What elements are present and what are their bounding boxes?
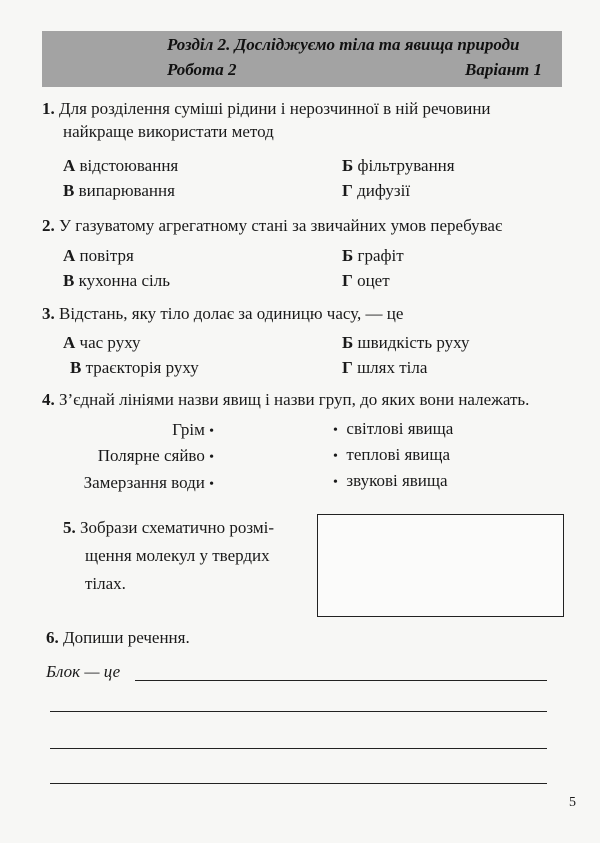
drawing-area[interactable]: [317, 514, 564, 617]
bullet-icon: •: [209, 477, 214, 492]
phenomenon-item[interactable]: Полярне сяйво •: [97, 446, 214, 465]
answer-line[interactable]: [50, 711, 547, 712]
option-v[interactable]: В траєкторія руху: [70, 358, 199, 377]
question-text: Відстань, яку тіло долає за одиницю часу, — це: [59, 304, 404, 323]
phenomenon-item[interactable]: Замерзання води •: [83, 473, 214, 492]
group-item[interactable]: • світлові явища: [333, 419, 454, 438]
question-1: [42, 98, 491, 120]
question-number: 1.: [42, 99, 55, 118]
group-item[interactable]: • теплові явища: [333, 445, 451, 464]
option-g[interactable]: Г дифузії: [342, 181, 411, 200]
answer-line[interactable]: [50, 783, 547, 784]
option-a[interactable]: А відстоювання: [63, 156, 179, 175]
question-3: 3. Відстань, яку тіло долає за одиницю часу, — це: [42, 304, 404, 323]
option-v[interactable]: В кухонна сіль: [63, 271, 170, 290]
section-header: [42, 31, 562, 87]
question-1-line2: найкраще використати метод: [63, 122, 274, 141]
answer-line[interactable]: [135, 680, 547, 681]
work-title: Робота 2: [167, 60, 237, 79]
phenomenon-item[interactable]: Грім •: [172, 420, 214, 439]
option-v[interactable]: В випарювання: [63, 181, 175, 200]
option-b[interactable]: Б фільтрування: [342, 156, 455, 175]
bullet-icon: •: [209, 424, 214, 439]
answer-line[interactable]: [50, 748, 547, 749]
bullet-icon: •: [333, 449, 338, 464]
variant-title: Варіант 1: [465, 60, 542, 79]
question-4: 4. З’єднай лініями назви явищ і назви груп, до яких вони належать.: [42, 390, 530, 409]
bullet-icon: •: [333, 475, 338, 490]
bullet-icon: •: [209, 450, 214, 465]
question-text: З’єднай лініями назви явищ і назви груп, до яких вони належать.: [59, 390, 530, 409]
option-g[interactable]: Г шлях тіла: [342, 358, 428, 377]
page-number: 5: [569, 795, 576, 810]
question-text: Допиши речення.: [63, 628, 190, 647]
question-text: Зобрази схематично розмі-: [80, 518, 275, 537]
group-item[interactable]: • звукові явища: [333, 471, 448, 490]
question-6: 6. Допиши речення.: [46, 628, 190, 647]
option-b[interactable]: Б швидкість руху: [342, 333, 470, 352]
question-5: 5. Зобрази схематично розмі- щення молекул у твердих тілах.: [63, 518, 275, 593]
option-a[interactable]: А час руху: [63, 333, 141, 352]
sentence-prompt: Блок — це: [46, 662, 121, 681]
question-text: Для розділення суміші рідини і нерозчинної в ній речовини: [59, 99, 491, 118]
option-a[interactable]: А повітря: [63, 246, 134, 265]
question-2: 2. У газуватому агрегатному стані за звичайних умов перебуває: [42, 216, 503, 235]
option-g[interactable]: Г оцет: [342, 271, 390, 290]
section-title: Розділ 2. Досліджуємо тіла та явища природи: [167, 35, 520, 54]
option-b[interactable]: Б графіт: [342, 246, 404, 265]
bullet-icon: •: [333, 423, 338, 438]
question-text: У газуватому агрегатному стані за звичайних умов перебуває: [59, 216, 503, 235]
